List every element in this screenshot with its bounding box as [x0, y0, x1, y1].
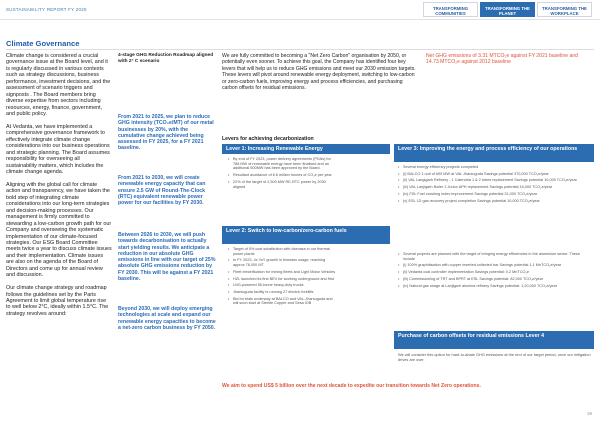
list-item: • Target of 5% coal substitution with biomass in our thermal power plants [228, 247, 336, 256]
list-item: • In FY 2023, 4x YoY growth in biomass usage, reaching approx 78,000 MT [228, 258, 336, 267]
paragraph: At Vedanta, we have implemented a comprehensive governance framework to effectively integrate climate change considerations into our business operations and strategic planning. The Board assumes responsibility for overseeing all sustainability matters, which includes the climate change agenda. [6, 123, 110, 176]
list-item: • (iv) Natural gas usage at Lanjigarh alumina refinery Savings potential: 1,20,000 TCO₂e/year [398, 284, 592, 289]
list-item: • Fleet electrification for mining fleets and Light Motor Vehicles [228, 270, 336, 275]
paragraph: Aligning with the global call for climate action and transparency, we have taken the bold step of integrating climate considerations into our long-term strategies and decision-making processes. Our management is firmly committed to stewarding a low-carbon growth path for our Company and overseeing the systematic implementation of our climate-focused strategies. Our ESG Board Committee meets twice a year to discuss climate issues and their implementation. Climate issues are also on the agenda of the Board of Directors and come up for annual review and discussion. [6, 181, 112, 279]
ghg-highlight: Net GHG emissions of 3.31 MTCO₂e against FY 2021 baseline and 14.73 MTCO₂e against 2012 baseline [426, 53, 578, 66]
section-title: Climate Governance [6, 39, 80, 48]
paragraph: Climate change is considered a crucial governance issue at the Board level, and it is regularly discussed in various contexts such as strategy discussions, business performance, investment decisions, and the assessment of scenario triggers and signposts . The Board members bring diverse expertise from sectors including resources, energy, finance, government, and public policy. [6, 53, 111, 118]
tab-transforming-the-planet[interactable]: TRANSFORMING THE PLANET [480, 2, 535, 17]
tab-transforming-communities[interactable]: TRANSFORMING COMMUNITIES [423, 2, 478, 17]
list-item: • Resultant avoidance of 6.6 million tonnes of CO₂e per year [228, 173, 336, 178]
list-item: • (iii) Commissioning of TRT and BPRT at ESL Savings potential: 82,000 TCO₂e/year [398, 277, 592, 282]
paragraph: Our climate change strategy and roadmap follows the guidelines set by the Paris Agreement to limit global temperature rise to well below 2°C, ideally within 1.5°C. The strategy revolves around: [6, 285, 109, 317]
list-item: • HZL launched its first BEV for working underground and first [228, 277, 336, 282]
page-number: 59 [587, 411, 592, 416]
roadmap-target: From 2021 to 2030, we will create renewable energy capacity that can ensure 2.5 GW of Round-The-Clock (RTC) equivalent renewable power power for our facilities by FY 2030. [118, 175, 206, 207]
list-item: • (ii) VAL Langigarh Refinery - 1 Calendria 1 & 2 tubes replacement Savings potential 10,000 TCO₂e/year [398, 178, 592, 183]
list-item: • (i) 100% graphitisation with copper inserted collected bar Savings potential 1.1 MnTCO₂e/year [398, 263, 592, 268]
list-item: • 22% of the target of 2,500 MW RE-RTC power by 2030 aligned [228, 180, 336, 189]
section-tabs [423, 2, 592, 17]
roadmap-target: Beyond 2030, we will deploy emerging technologies at scale and expand our renewable energy capacities to become a net-zero carbon business by FY 2050. [118, 306, 216, 331]
tab-transforming-the-workplace[interactable]: TRANSFORMING THE WORKPLACE [537, 2, 592, 17]
roadmap-target: From 2021 to 2025, we plan to reduce GHG intensity (TCO₂e/MT) of our metal businesses by 20%, with the cumulative change achieved being assessed in FY 2025, for a FY 2021 baseline. [118, 114, 214, 152]
net-zero-intro: We are fully committed to becoming a "Net Zero Carbon" organisation by 2050, or potentially even sooner. To achieve this goal, the Company has identified four key levers that will help us to reduce GHG emissions and meet our 2030 emission targets. These levers will pivot around renewable energy deployment, switching to low-carbon or zero-carbon fuels, improving energy and process efficiencies, and purchasing carbon offsets for residual emissions. [222, 53, 416, 92]
lever-3-planned-list [398, 252, 592, 290]
top-bar [0, 0, 600, 20]
lever-2-list [228, 247, 336, 308]
lever-1-list [228, 157, 336, 191]
lever-2-header: Lever 2: Switch to low-carbon/zero-carbon fuels [222, 226, 390, 244]
list-item: • By end of FY 2023, power delivery agreements (PDAs) for 788 MW of renewable energy have been finalised and an additional 500MW has been approved by the Board. [228, 157, 336, 171]
list-item: • Several energy efficiency projects completed [398, 165, 592, 170]
lever-3-header: Lever 3: Improving the energy and process efficiency of our operations [394, 144, 594, 162]
list-item: • (iv) FDL Fuel crushing index improvement Savings potential 31,000 TCO₂e/year [398, 192, 592, 197]
report-label: SUSTAINABILITY REPORT FY 2025 [6, 7, 87, 12]
governance-text-column [6, 53, 112, 324]
roadmap-heading: 4-stage GHG Reduction Roadmap aligned with 2° C scenario [118, 53, 214, 64]
roadmap-target: Between 2026 to 2030, we will push towards decarbonisation to actually start yielding results. We anticipate a reduction in our absolute GHG emissions in line with our target of 25% absolute GHG emissions reduction by FY 2030. This will be against a FY 2021 baseline. [118, 232, 216, 283]
list-item: • LNG-powered 55-tonne heavy-duty trucks [228, 283, 336, 288]
lever-3-list [398, 165, 592, 205]
list-item: • Several projects are planned with the target of bringing energy efficiencies in the aluminium sector. These include [398, 252, 592, 261]
list-item: • (iii) VAL Lanjigarh Boiler 2 Junior APH replacement Savings potential 16,000 TCO₂e/year [398, 185, 592, 190]
list-item: • Jharsuguda facility is running 27 electric forklifts [228, 290, 336, 295]
roadmap-column [118, 53, 216, 331]
divider [6, 49, 594, 50]
lever-4-header: Purchase of carbon offsets for residual emissions Lever 4 [394, 331, 594, 349]
list-item: • (ii) Vedanta coal controller implementation Savings potential: 0.2 MnTCO₂e [398, 270, 592, 275]
lever-4-text: We will consider this option for hard-to-abate GHG emissions at the end of our target period, once our mitigation drives are over. [398, 352, 591, 362]
lever-1-header: Lever 1: Increasing Renewable Energy [222, 144, 390, 154]
levers-title: Levers for achieving decarbonization [222, 136, 314, 142]
list-item: • (v) ESL LD gas recovery project completion Savings potential 10,000 TCO₂e/year [398, 199, 592, 204]
list-item: • Bid for trials underway at BALCO and VAL-Jharsuguda and will soon start at Sterlite Copper and Sesa IOB [228, 297, 336, 306]
list-item: • (i) BALCO 1 unit of 600 MW at VAL Jharsuguda Savings potential 370,000 TCO₂e/year [398, 172, 592, 177]
investment-statement: We aim to spend US$ 5 billion over the next decade to expedite our transition towards Net Zero operations. [222, 383, 481, 389]
